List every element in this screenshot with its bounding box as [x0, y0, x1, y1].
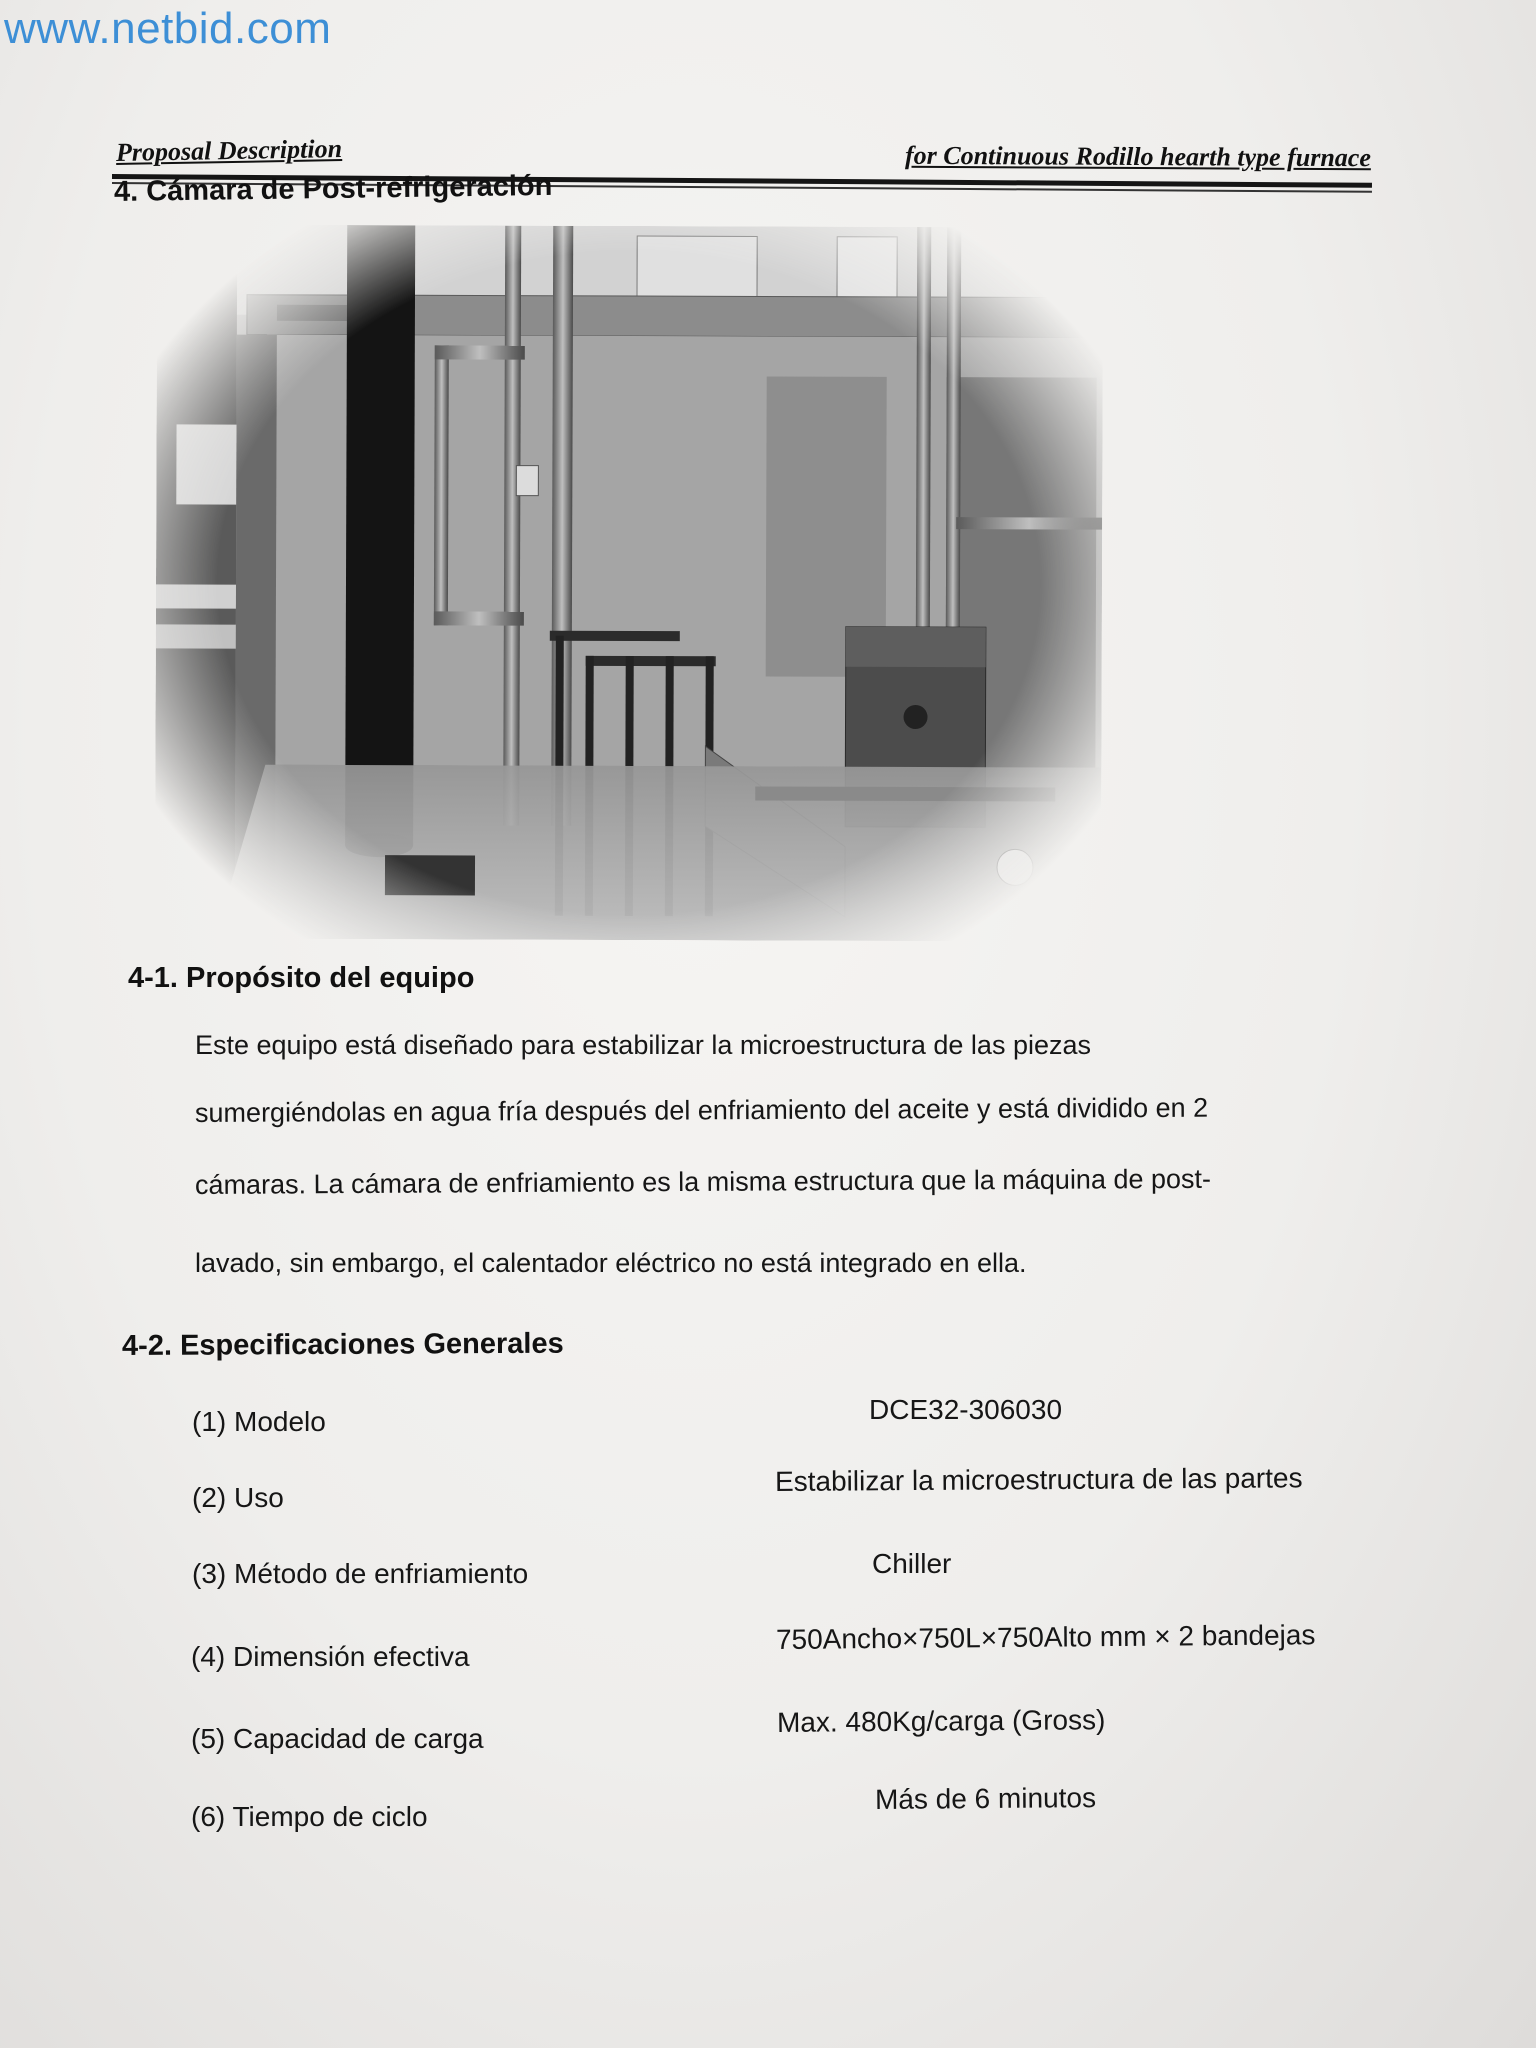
spec-value-metodo: Chiller — [872, 1548, 952, 1579]
spec-label-metodo: (3) Método de enfriamiento — [192, 1558, 529, 1589]
purpose-heading: 4-1. Propósito del equipo — [128, 962, 475, 994]
spec-value-capacidad: Max. 480Kg/carga (Gross) — [776, 1704, 1106, 1738]
header-left-title: Proposal Description — [115, 134, 343, 167]
purpose-line-4: lavado, sin embargo, el calentador eléctrico no está integrado en ella. — [195, 1248, 1027, 1278]
purpose-line-2: sumergiéndolas en agua fría después del enfriamiento del aceite y está dividido en 2 — [194, 1092, 1209, 1128]
spec-label-dimension: (4) Dimensión efectiva — [191, 1641, 470, 1672]
spec-value-modelo: DCE32-306030 — [869, 1394, 1063, 1425]
watermark-url: www.netbid.com — [4, 4, 332, 53]
spec-value-uso: Estabilizar la microestructura de las partes — [774, 1462, 1303, 1497]
specs-heading: 4-2. Especificaciones Generales — [121, 1327, 564, 1362]
purpose-line-3: cámaras. La cámara de enfriamiento es la misma estructura que la máquina de post- — [194, 1163, 1212, 1200]
spec-label-uso: (2) Uso — [192, 1482, 284, 1513]
spec-value-tiempo: Más de 6 minutos — [874, 1782, 1097, 1815]
section-title: 4. Cámara de Post-refrigeración — [113, 169, 553, 208]
header-right-title: for Continuous Rodillo hearth type furnace — [904, 140, 1371, 173]
spec-label-capacidad: (5) Capacidad de carga — [191, 1723, 484, 1754]
spec-label-modelo: (1) Modelo — [192, 1406, 326, 1437]
equipment-photo — [155, 224, 1103, 941]
purpose-line-1: Este equipo está diseñado para estabilizar la microestructura de las piezas — [195, 1030, 1091, 1060]
spec-label-tiempo: (6) Tiempo de ciclo — [191, 1801, 428, 1832]
spec-value-dimension: 750Ancho×750L×750Alto mm × 2 bandejas — [775, 1619, 1316, 1655]
